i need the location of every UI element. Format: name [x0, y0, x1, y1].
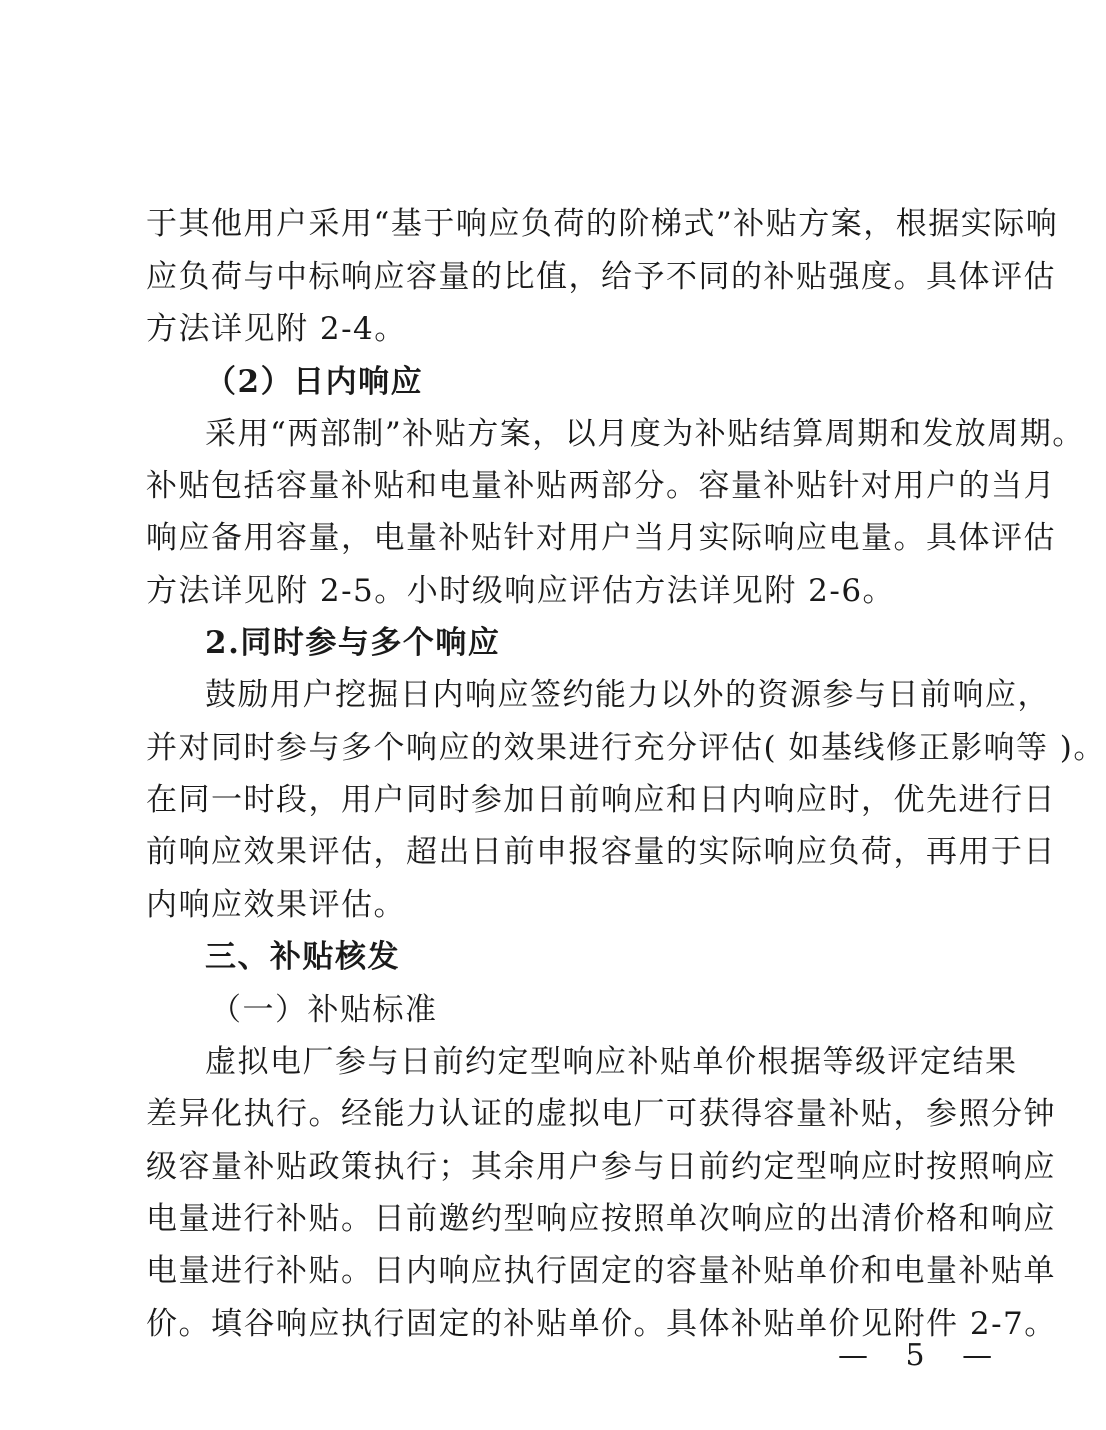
body-text-line: 虚拟电厂参与日前约定型响应补贴单价根据等级评定结果 — [205, 1044, 1018, 1080]
body-text-line: 前响应效果评估，超出日前申报容量的实际响应负荷，再用于日 — [146, 834, 1056, 870]
body-text-line: 内响应效果评估。 — [146, 887, 406, 923]
subsection-heading-subsidy-standard: （一）补贴标准 — [210, 992, 438, 1028]
body-text-line: 在同一时段，用户同时参加日前响应和日内响应时，优先进行日 — [146, 782, 1056, 818]
body-text-line: 差异化执行。经能力认证的虚拟电厂可获得容量补贴，参照分钟 — [146, 1096, 1056, 1132]
body-text-line: 补贴包括容量补贴和电量补贴两部分。容量补贴针对用户的当月 — [146, 468, 1056, 504]
body-text-line: 应负荷与中标响应容量的比值，给予不同的补贴强度。具体评估 — [146, 259, 1056, 295]
body-text-line: 鼓励用户挖掘日内响应签约能力以外的资源参与日前响应， — [205, 677, 1050, 713]
section-heading-subsidy-issuance: 三、补贴核发 — [205, 939, 400, 975]
body-text-line: 电量进行补贴。日前邀约型响应按照单次响应的出清价格和响应 — [146, 1201, 1056, 1237]
section-heading-multiple-responses: 2.同时参与多个响应 — [205, 625, 501, 661]
body-text-line: 电量进行补贴。日内响应执行固定的容量补贴单价和电量补贴单 — [146, 1253, 1056, 1289]
body-text-line: 方法详见附 2-4。 — [146, 311, 407, 347]
body-text-line: 级容量补贴政策执行；其余用户参与日前约定型响应时按照响应 — [146, 1149, 1056, 1185]
page-number: — 5 — — [838, 1338, 1007, 1373]
body-text-line: 采用“两部制”补贴方案，以月度为补贴结算周期和发放周期。 — [205, 416, 1085, 452]
section-heading-intraday-response: （2）日内响应 — [205, 364, 424, 400]
body-text-line: 响应备用容量，电量补贴针对用户当月实际响应电量。具体评估 — [146, 520, 1056, 556]
body-text-line: 于其他用户采用“基于响应负荷的阶梯式”补贴方案，根据实际响 — [146, 206, 1059, 242]
body-text-line: 方法详见附 2-5。小时级响应评估方法详见附 2-6。 — [146, 573, 896, 609]
body-text-line: 并对同时参与多个响应的效果进行充分评估( 如基线修正影响等 )。 — [146, 730, 1106, 766]
body-text-line: 价。填谷响应执行固定的补贴单价。具体补贴单价见附件 2-7。 — [146, 1306, 1057, 1342]
